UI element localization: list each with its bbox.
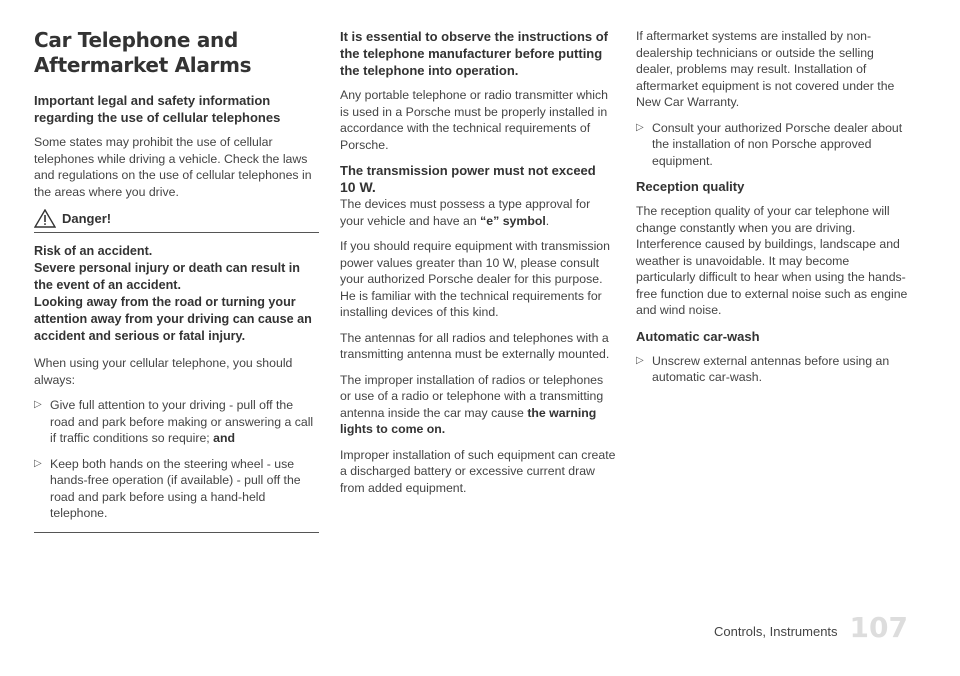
bullet-bold: and: [213, 431, 236, 445]
bullet-text: Consult your authorized Porsche dealer about the installation of non Porsche approved equipment.: [652, 120, 903, 168]
approval-text: [340, 196, 616, 229]
column-2: [340, 28, 616, 505]
danger-header: [34, 209, 319, 233]
improper-text: [340, 372, 616, 438]
title-line-2: Aftermarket Alarms: [34, 53, 252, 77]
danger-label: Danger!: [62, 211, 112, 226]
column-1: [34, 28, 319, 533]
antennas-text: The antennas for all radios and telephones with a transmitting antenna must be externally mounted.: [340, 330, 610, 361]
reception-text: The reception quality of your car telephone will change constantly when you are driving. Interference caused by buildings, landscape and weather is unavoidable. It may become particularly difficult to hear when using the hands-free function due to external noise such as engine and wind noise.: [636, 204, 908, 317]
danger-end-divider: [34, 532, 319, 533]
portable-text: Any portable telephone or radio transmitter which is used in a Porsche must be properly installed in accordance with the technical requirements of Porsche.: [340, 88, 608, 152]
bullet-item: [636, 120, 912, 170]
legal-heading: Important legal and safety information regarding the use of cellular telephones: [34, 93, 281, 125]
title-line-1: Car Telephone and: [34, 28, 238, 52]
bullet-item: [34, 397, 319, 447]
danger-line-2: Severe personal injury or death can result in the event of an accident.: [34, 261, 300, 292]
triangle-right-icon: ▷: [636, 354, 644, 366]
bullet-item: [34, 456, 319, 522]
triangle-right-icon: ▷: [636, 121, 644, 133]
improper-main: The improper installation of radios or telephones or use of a radio or telephone with a transmitting antenna inside the car may cause: [340, 372, 604, 420]
approval-main: The devices must possess a type approval for your vehicle and have an: [340, 197, 591, 228]
approval-end: .: [545, 213, 550, 228]
bullet-text: Unscrew external antennas before using an automatic car-wash.: [652, 353, 890, 384]
column-3: [636, 28, 912, 395]
page-number: 107: [849, 611, 908, 644]
improper-bold: the warning lights to come on.: [340, 405, 597, 436]
carwash-heading: Automatic car-wash: [636, 328, 760, 344]
bullet-item: [636, 353, 912, 386]
when-text: When using your cellular telephone, you should always:: [34, 356, 293, 387]
triangle-right-icon: ▷: [34, 399, 42, 410]
page-footer: [714, 611, 908, 644]
warning-triangle-icon: [34, 209, 56, 228]
triangle-right-icon: ▷: [34, 457, 42, 469]
page-title: [34, 28, 319, 78]
legal-text: Some states may prohibit the use of cellular telephones while driving a vehicle. Check the laws and regulations on the use of cellular telephones in the areas where you drive.: [34, 135, 312, 199]
approval-bold: “e” symbol: [480, 213, 546, 228]
danger-line-1: Risk of an accident.: [34, 244, 153, 258]
require-text: If you should require equipment with transmission power values greater than 10 W, please consult your authorized Porsche dealer for this purpose. He is familiar with the technical requirements for installing devices of this kind.: [340, 239, 610, 319]
power-heading: [340, 162, 616, 196]
reception-heading: Reception quality: [636, 179, 745, 194]
improper2-text: Improper installation of such equipment can create a discharged battery or excessive current draw from added equipment.: [340, 447, 616, 495]
essential-heading: It is essential to observe the instructions of the telephone manufacturer before putting the telephone into operation.: [340, 29, 609, 78]
section-name: Controls, Instruments: [714, 624, 838, 639]
aftermarket-text: If aftermarket systems are installed by non-dealership technicians or outside the selling dealer, problems may result. Installation of aftermarket equipment is not covered under the New Car Warranty.: [636, 29, 895, 109]
power-heading-a: The transmission power must not exceed: [340, 163, 596, 178]
bullet-text: Give full attention to your driving - pull off the road and park before making or answering a call if traffic conditions so require;: [50, 398, 314, 445]
bullet-text: Keep both hands on the steering wheel - use hands-free operation (if available) - pull off the road and park before using a hand-held telephone.: [50, 456, 301, 520]
power-heading-b: 10 W.: [340, 179, 376, 195]
danger-line-3: Looking away from the road or turning your attention away from your driving can cause an accident and serious or fatal injury.: [34, 295, 312, 343]
